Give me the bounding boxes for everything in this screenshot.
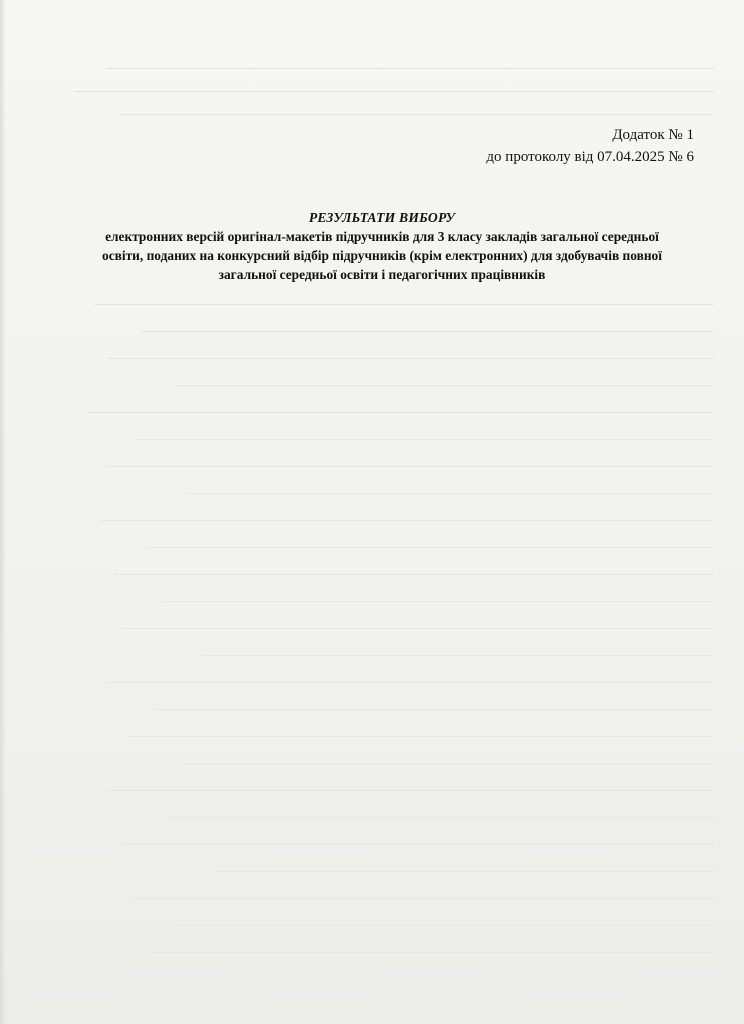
annex-header: [486, 124, 694, 168]
document-subtitle-line-1: електронних версій оригінал-макетів підручників для 3 класу закладів загальної середньої: [105, 229, 659, 244]
document-heading: РЕЗУЛЬТАТИ ВИБОРУ: [308, 210, 456, 225]
scan-edge: [0, 0, 6, 1024]
document-subtitle-line-3: загальної середньої освіти і педагогічних працівників: [218, 267, 546, 282]
document-title-block: [92, 208, 672, 284]
annex-number: Додаток № 1: [612, 127, 694, 143]
annex-protocol-ref: до протоколу від 07.04.2025 № 6: [486, 149, 694, 165]
document-subtitle-line-2: освіти, поданих на конкурсний відбір підручників (крім електронних) для здобувачів повної: [102, 248, 662, 263]
bleed-through-texture-lower: [40, 290, 714, 990]
